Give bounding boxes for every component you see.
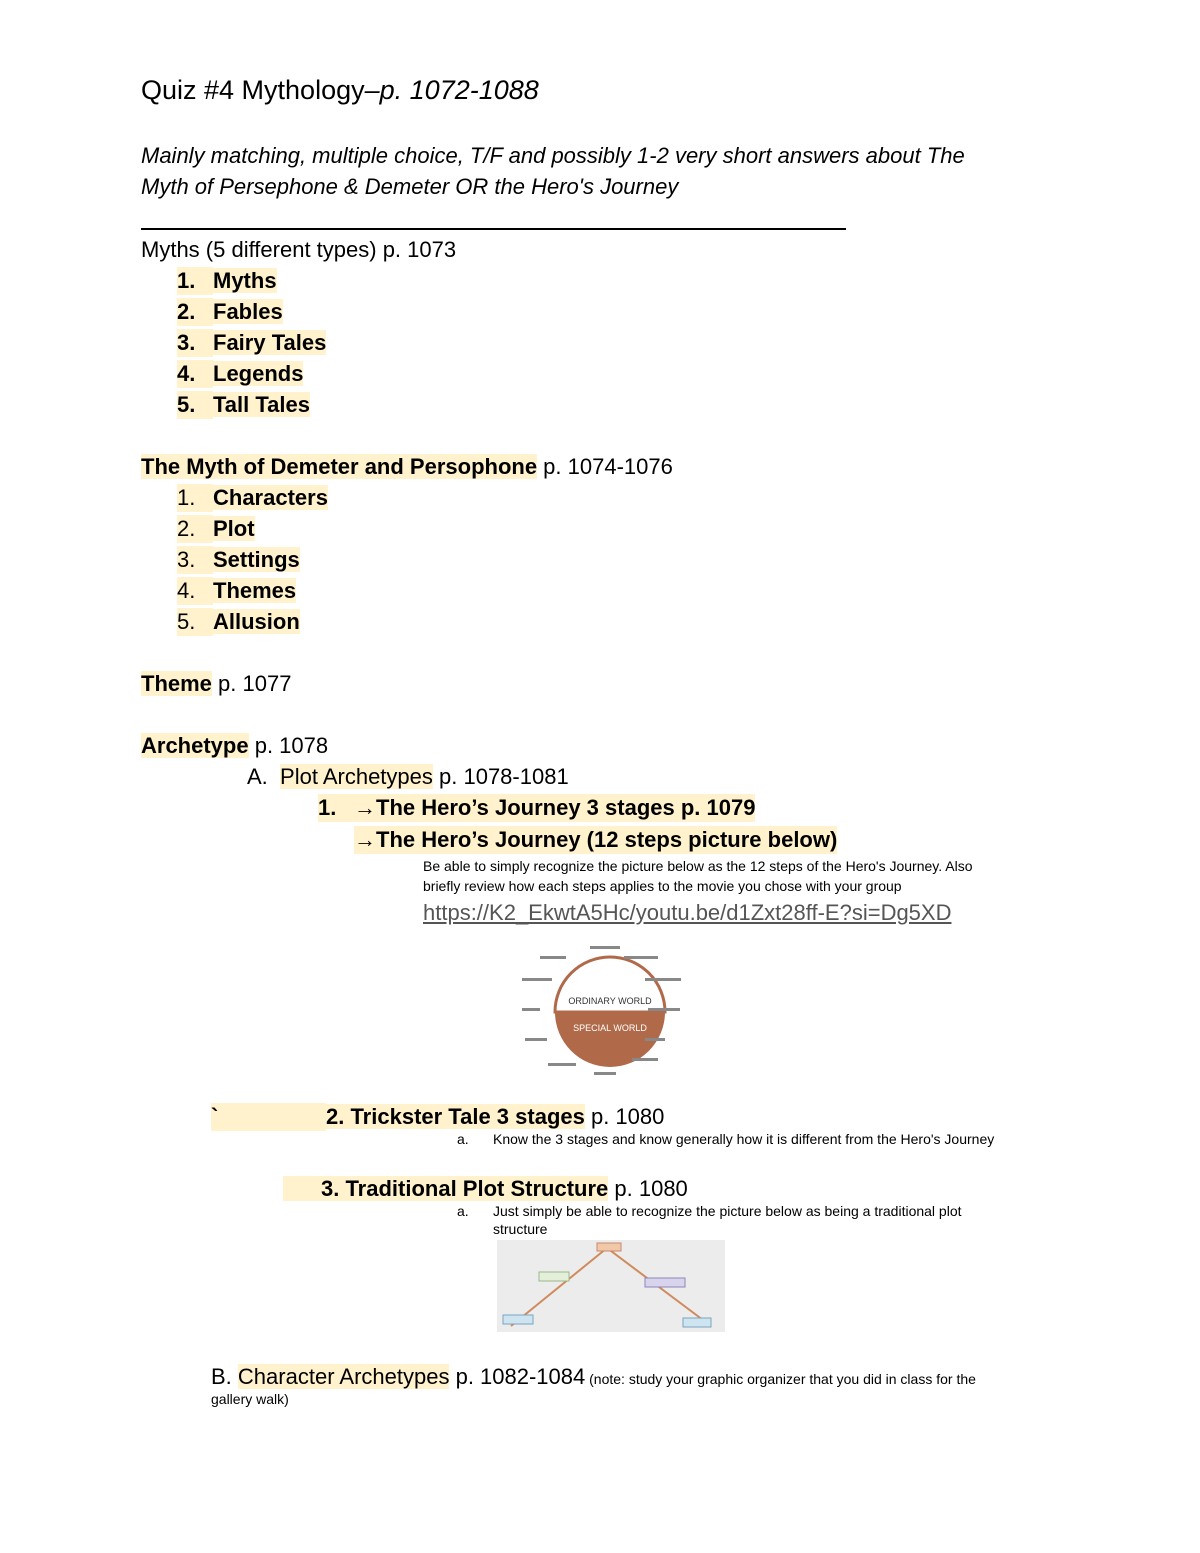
- hero-stages-row: [318, 794, 755, 822]
- trickster-backtick: `: [211, 1103, 326, 1131]
- diagram-ordinary-world: ORDINARY WORLD: [568, 996, 652, 1006]
- list-item-number: 5.: [177, 391, 213, 419]
- list-item-label: Fairy Tales: [213, 330, 327, 355]
- trickster-pages: p. 1080: [584, 1104, 665, 1129]
- list-item-label: Plot: [213, 516, 255, 541]
- heros-journey-diagram: [520, 942, 690, 1082]
- plot-archetypes-label: Plot Archetypes: [280, 764, 433, 789]
- list-item-label: Fables: [213, 299, 283, 324]
- list-item: [177, 546, 300, 574]
- traditional-pages: p. 1080: [608, 1176, 688, 1201]
- hero-video-link[interactable]: https://K2_EkwtA5Hc/youtu.be/d1Zxt28ff-E?si=Dg5XD: [423, 900, 952, 925]
- list-item-label: Characters: [213, 485, 328, 510]
- demeter-heading-row: [141, 453, 673, 481]
- trickster-label: 2. Trickster Tale 3 stages: [326, 1104, 585, 1129]
- list-item-number: 5.: [177, 608, 213, 636]
- character-note-1: (note: study your graphic organizer that you did in class for the: [585, 1371, 976, 1387]
- plot-archetypes-pages: p. 1078-1081: [432, 764, 569, 789]
- climax-box: [597, 1243, 621, 1251]
- trickster-note: Know the 3 stages and know generally how it is different from the Hero's Journey: [493, 1131, 995, 1147]
- traditional-label: 3. Traditional Plot Structure: [283, 1176, 608, 1201]
- demeter-pages: p. 1074-1076: [537, 454, 673, 479]
- list-item: [177, 515, 255, 543]
- list-item-number: 4.: [177, 360, 213, 388]
- traditional-plot-diagram: [497, 1240, 725, 1332]
- resolution-box: [683, 1318, 711, 1327]
- title-main: Quiz #4 Mythology: [141, 75, 365, 105]
- list-item-label: Settings: [213, 547, 300, 572]
- theme-row: [141, 670, 291, 698]
- traditional-note-letter: a.: [457, 1203, 469, 1219]
- list-item-label: Legends: [213, 361, 304, 386]
- character-archetypes-row: [211, 1363, 976, 1393]
- falling-action-box: [645, 1278, 685, 1287]
- list-item-number: 1.: [177, 267, 213, 295]
- hero-note-1: Be able to simply recognize the picture below as the 12 steps of the Hero's Journey. Also: [423, 858, 973, 874]
- archetype-row: [141, 732, 328, 760]
- theme-label: Theme: [141, 671, 212, 696]
- list-item: [177, 329, 326, 357]
- exposition-box: [503, 1315, 533, 1324]
- list-item: [177, 608, 300, 636]
- hero-num: 1.: [318, 795, 337, 820]
- page-title: [141, 74, 539, 106]
- myths-heading: Myths (5 different types) p. 1073: [141, 237, 457, 262]
- list-item: [177, 298, 283, 326]
- character-letter: B.: [211, 1364, 232, 1389]
- plot-letter: A.: [247, 764, 268, 789]
- archetype-pages: p. 1078: [248, 733, 329, 758]
- hero-stages: →The Hero’s Journey 3 stages p. 1079: [354, 795, 756, 820]
- list-item-label: Allusion: [213, 609, 300, 634]
- demeter-heading: The Myth of Demeter and Persophone: [141, 454, 538, 479]
- character-archetypes-pages: p. 1082-1084: [449, 1364, 586, 1389]
- archetype-label: Archetype: [141, 733, 249, 758]
- traditional-row: [283, 1175, 688, 1203]
- title-dash: –: [364, 75, 380, 105]
- list-item-number: 2.: [177, 515, 213, 543]
- list-item-label: Myths: [213, 268, 277, 293]
- character-archetypes-label: Character Archetypes: [237, 1364, 450, 1389]
- intro-line-1: Mainly matching, multiple choice, T/F and possibly 1-2 very short answers about The: [141, 143, 965, 168]
- diagram-special-world: SPECIAL WORLD: [573, 1023, 647, 1033]
- list-item: [177, 577, 296, 605]
- horizontal-rule: [141, 228, 846, 230]
- list-item: [177, 484, 328, 512]
- list-item-number: 4.: [177, 577, 213, 605]
- list-item: [177, 360, 303, 388]
- trickster-row: [211, 1103, 664, 1131]
- trickster-note-letter: a.: [457, 1131, 469, 1147]
- character-note-2: gallery walk): [211, 1391, 289, 1407]
- list-item: [177, 391, 310, 419]
- hero-steps: →The Hero’s Journey (12 steps picture below): [354, 827, 838, 852]
- traditional-note-2: structure: [493, 1221, 548, 1237]
- title-pages: p. 1072-1088: [379, 75, 539, 105]
- list-item-number: 3.: [177, 329, 213, 357]
- list-item-label: Tall Tales: [213, 392, 311, 417]
- theme-pages: p. 1077: [211, 671, 292, 696]
- list-item-number: 3.: [177, 546, 213, 574]
- plot-archetypes-row: [247, 763, 569, 791]
- list-item-label: Themes: [213, 578, 297, 603]
- hero-note-2: briefly review how each steps applies to the movie you chose with your group: [423, 878, 902, 894]
- intro-line-2: Myth of Persephone & Demeter OR the Hero's Journey: [141, 174, 679, 199]
- list-item-number: 1.: [177, 484, 213, 512]
- rising-action-box: [539, 1272, 569, 1281]
- list-item: [177, 267, 277, 295]
- list-item-number: 2.: [177, 298, 213, 326]
- traditional-note-1: Just simply be able to recognize the picture below as being a traditional plot: [493, 1203, 962, 1219]
